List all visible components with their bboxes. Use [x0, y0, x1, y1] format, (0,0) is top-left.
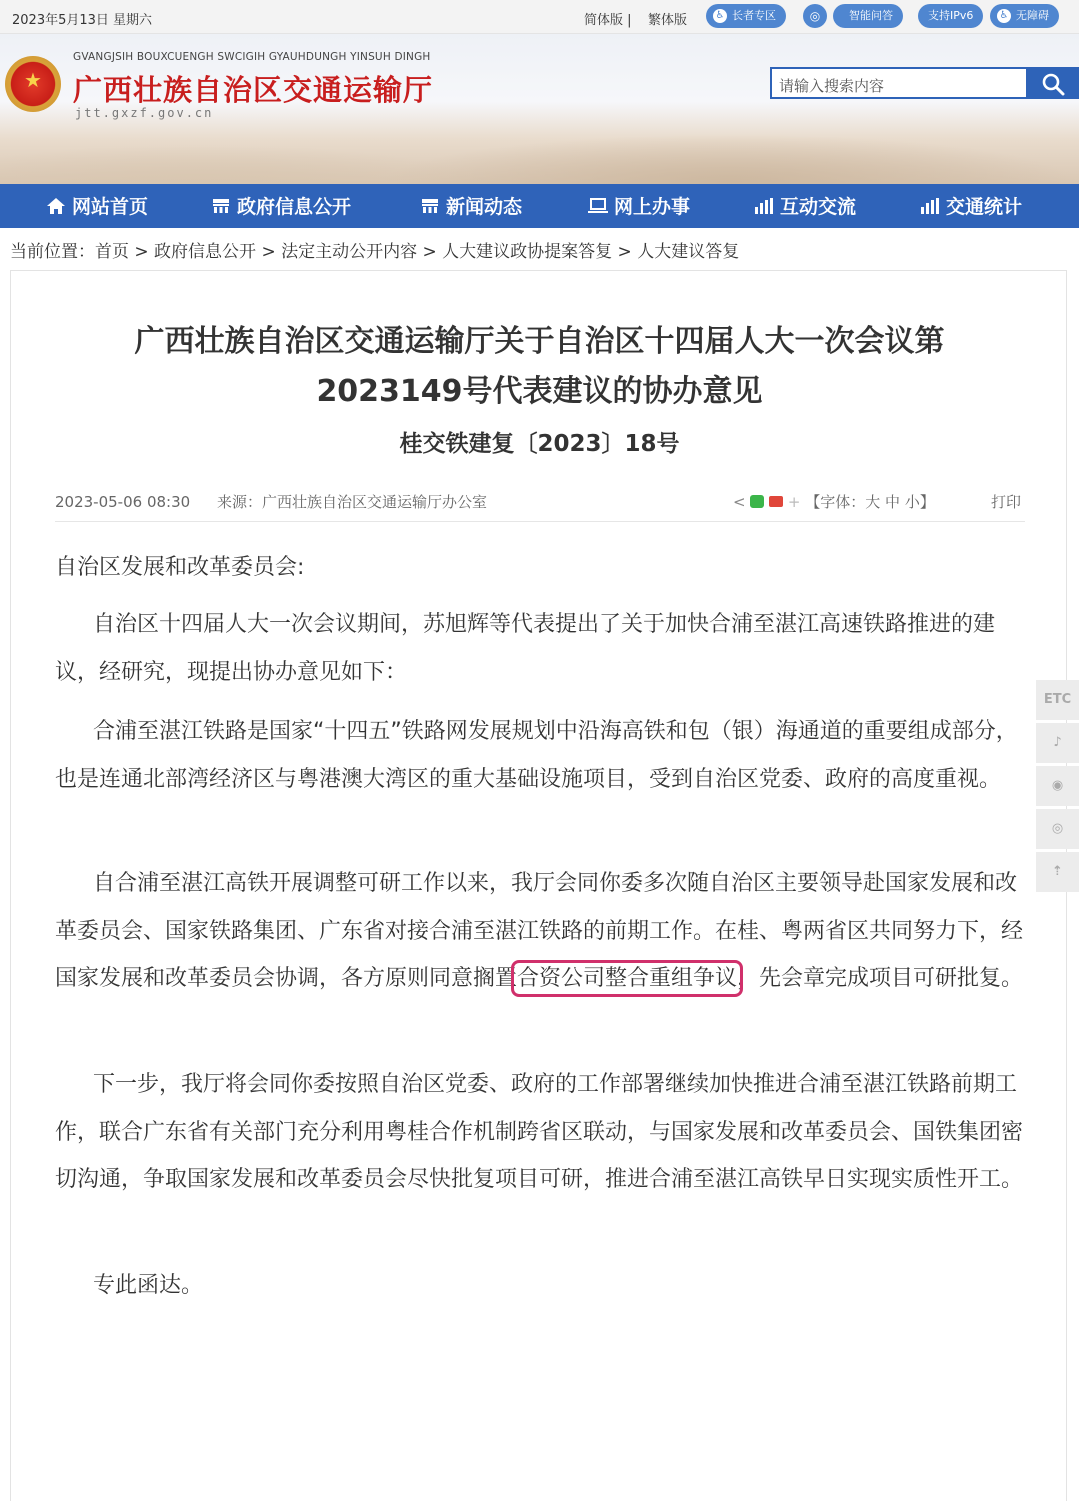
more-share-icon[interactable]: + — [787, 493, 801, 511]
nav-item-statistics[interactable] — [920, 184, 1022, 228]
paragraph-1: 自治区十四届人大一次会议期间，苏旭辉等代表提出了关于加快合浦至湛江高速铁路推进的建议，经研究，现提出协办意见如下： — [55, 612, 996, 685]
smart-qa-label: 智能问答 — [849, 9, 893, 22]
closing: 专此函达。 — [93, 1273, 204, 1298]
simplified-link[interactable]: 简体版 | — [584, 13, 632, 28]
national-emblem-icon: ★ — [5, 56, 61, 112]
salutation: 自治区发展和改革委员会: — [55, 555, 305, 580]
breadcrumb[interactable]: 当前位置：首页 > 政府信息公开 > 法定主动公开内容 > 人大建议政协提案答复 > 人大建议答复 — [10, 242, 740, 262]
bar-chart-icon — [920, 197, 940, 215]
laptop-icon — [588, 197, 608, 215]
nav-label: 网上办事 — [614, 196, 691, 218]
publish-date: 2023-05-06 08:30 — [55, 493, 191, 511]
ipv6-label: 支持IPv6 — [928, 9, 974, 22]
main-nav — [0, 184, 1079, 228]
current-date: 2023年5月13日 星期六 — [12, 13, 153, 28]
search-button[interactable] — [1028, 67, 1079, 99]
traditional-link[interactable]: 繁体版 — [648, 13, 688, 28]
search-icon — [1041, 72, 1065, 96]
etc-button[interactable]: ETC — [1036, 680, 1079, 720]
article-tools — [733, 491, 935, 512]
site-title-zhuang: GVANGJSIH BOUXCUENGH SWCIGIH GYAUHDUNGH YINSUH DINGH — [73, 51, 431, 63]
smart-qa-button[interactable] — [833, 4, 903, 28]
barrier-free-label: 无障碍 — [1016, 9, 1049, 22]
article-title — [11, 317, 1068, 417]
bar-chart-icon — [754, 197, 774, 215]
paragraph-3-start: 自合浦至湛江高铁开展调整可研工作以来，我厅会同你委多次随自治区主要领导赴国家发展和改革委员会、国家铁路集团、广东省对接合浦至湛江铁路的前期工作。在桂、粤两省区共同努力下，经国家发展和改革委员会协调，各方原则同意搁置 — [55, 871, 1024, 991]
nav-label: 网站首页 — [72, 196, 149, 218]
elder-zone-button[interactable] — [706, 4, 786, 28]
nav-label: 交通统计 — [946, 196, 1023, 218]
building-icon — [420, 197, 440, 215]
top-bar — [0, 0, 1079, 34]
article-container — [10, 270, 1067, 1501]
wheelchair-icon: ♿ — [997, 9, 1011, 23]
wechat-share-icon[interactable] — [750, 495, 764, 508]
site-title[interactable]: 广西壮族自治区交通运输厅 — [73, 73, 434, 107]
nav-label: 互动交流 — [780, 196, 857, 218]
weibo-icon[interactable]: ◎ — [1036, 809, 1079, 849]
article-source: 来源：广西壮族自治区交通运输厅办公室 — [216, 493, 487, 511]
accessibility-circle-button[interactable]: ◎ — [803, 4, 827, 28]
nav-item-online-service[interactable] — [588, 184, 690, 228]
nav-item-home[interactable] — [46, 184, 148, 228]
home-icon — [46, 197, 66, 215]
elder-zone-label: 长者专区 — [732, 9, 776, 22]
elder-icon: ♿ — [713, 9, 727, 23]
nav-item-news[interactable] — [420, 184, 522, 228]
back-to-top-icon[interactable]: ⇡ — [1036, 852, 1079, 892]
weibo-share-icon[interactable] — [769, 496, 783, 507]
site-url: jtt.gxzf.gov.cn — [75, 106, 214, 120]
highlighted-phrase: 合资公司整合重组争议 — [517, 966, 738, 991]
nav-label: 新闻动态 — [446, 196, 523, 218]
building-icon — [211, 197, 231, 215]
nav-item-interaction[interactable] — [754, 184, 856, 228]
paragraph-4: 下一步，我厅将会同你委按照自治区党委、政府的工作部署继续加快推进合浦至湛江铁路前期工作，联合广东省有关部门充分利用粤桂合作机制跨省区联动，与国家发展和改革委员会、国铁集团密切沟通，争取国家发展和改革委员会尽快批复项目可研，推进合浦至湛江高铁早日实现实质性开工。 — [55, 1072, 1024, 1192]
nav-item-gov-info[interactable] — [211, 184, 351, 228]
font-size-switch[interactable]: 【字体：大 中 小】 — [805, 493, 935, 511]
ipv6-badge[interactable] — [918, 4, 983, 28]
search-input[interactable] — [770, 67, 1028, 99]
side-floating-bar — [1036, 680, 1079, 895]
douyin-icon[interactable]: ♪ — [1036, 723, 1079, 763]
paragraph-3 — [55, 860, 1025, 1003]
article-title-line1: 广西壮族自治区交通运输厅关于自治区十四届人大一次会议第 — [134, 324, 945, 359]
meta-divider — [55, 521, 1025, 522]
wechat-icon[interactable]: ◉ — [1036, 766, 1079, 806]
share-icon[interactable]: < — [733, 493, 746, 511]
nav-label: 政府信息公开 — [237, 196, 352, 218]
site-header — [0, 34, 1079, 184]
document-number: 桂交铁建复〔2023〕18号 — [399, 431, 680, 457]
barrier-free-button[interactable] — [990, 4, 1059, 28]
article-meta — [55, 491, 487, 512]
print-button[interactable]: 打印 — [991, 493, 1022, 511]
paragraph-3-end: ，先会章完成项目可研批复。 — [737, 966, 1024, 991]
search-placeholder: 请输入搜索内容 — [779, 77, 885, 95]
article-title-line2: 2023149号代表建议的协办意见 — [316, 374, 763, 409]
header-background-clouds-left — [0, 144, 500, 184]
paragraph-2: 合浦至湛江铁路是国家“十四五”铁路网发展规划中沿海高铁和包（银）海通道的重要组成部分，也是连通北部湾经济区与粤港澳大湾区的重大基础设施项目，受到自治区党委、政府的高度重视。 — [55, 719, 1018, 792]
